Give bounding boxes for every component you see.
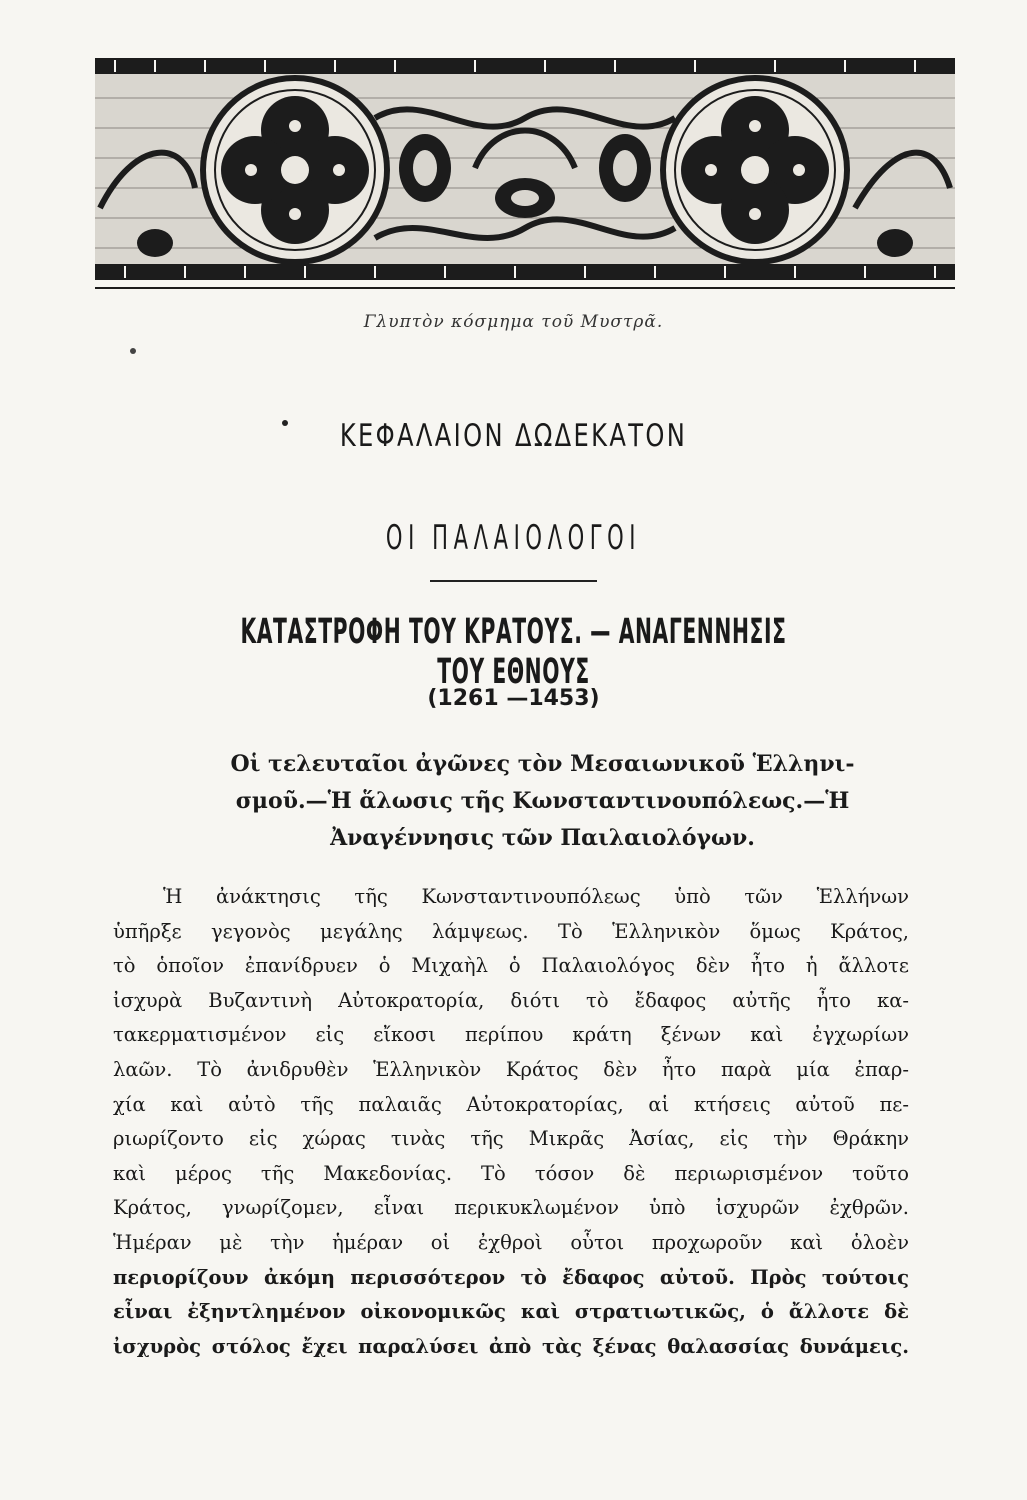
body-line: περιορίζουν ἀκόμη περισσότερον τὸ ἔδαφος αὐτοῦ. Πρὸς τούτοις [113, 1265, 909, 1289]
chapter-subtitle: ΚΑΤΑΣΤΡΟΦΗ ΤΟΥ ΚΡΑΤΟΥΣ. — ΑΝΑΓΕΝΝΗΣΙΣ ΤΟΥ ΕΘΝΟΥΣ [240, 612, 787, 692]
date-range: (1261 —1453) [427, 686, 600, 711]
body-line: ὑπῆρξε γεγονὸς μεγάλης λάμψεως. Τὸ Ἑλληνικὸν ὅμως Κράτος, [113, 919, 909, 943]
summary-line: Ἀναγέννησις τῶν Παιλαιολόγων. [330, 825, 755, 851]
chapter-title: ΚΕΦΑΛΑΙΟΝ ΔΩΔΕΚΑΤΟΝ [339, 418, 688, 454]
body-line: λαῶν. Τὸ ἀνιδρυθὲν Ἑλληνικὸν Κράτος δὲν ἦτο παρὰ μία ἐπαρ- [113, 1057, 909, 1081]
body-line: τὸ ὁποῖον ἐπανίδρυεν ὁ Μιχαὴλ ὁ Παλαιολόγος δὲν ἦτο ἡ ἄλλοτε [113, 954, 909, 978]
summary-line: Οἱ τελευταῖοι ἀγῶνες τὸν Μεσαιωνικοῦ Ἑλληνι- [230, 751, 855, 777]
summary-line: σμοῦ.—Ἡ ἅλωσις τῆς Κωνσταντινουπόλεως.—Ἡ [235, 788, 850, 814]
body-paragraph [113, 880, 909, 1364]
body-line: ἰσχυρὰ Βυζαντινὴ Αὐτοκρατορία, διότι τὸ ἔδαφος αὐτῆς ἦτο κα- [113, 988, 909, 1012]
body-line: εἶναι ἐξηντλημένον οἰκονομικῶς καὶ στρατιωτικῶς, ὁ ἄλλοτε δὲ [113, 1300, 909, 1324]
body-line: Κράτος, γνωρίζομεν, εἶναι περικυκλωμένον ὑπὸ ἰσχυρῶν ἐχθρῶν. [113, 1196, 909, 1220]
body-line: ριωρίζοντο εἰς χώρας τινὰς τῆς Μικρᾶς Ἀσίας, εἰς τὴν Θράκην [113, 1127, 909, 1151]
divider-rule [430, 580, 597, 582]
chapter-summary [170, 746, 915, 857]
body-line: χία καὶ αὐτὸ τῆς παλαιᾶς Αὐτοκρατορίας, αἱ κτήσεις αὐτοῦ πε- [113, 1092, 909, 1116]
ornament-caption: Γλυπτὸν κόσμημα τοῦ Μυστρᾶ. [363, 312, 664, 332]
body-line: καὶ μέρος τῆς Μακεδονίας. Τὸ τόσον δὲ περιωρισμένον τοῦτο [113, 1161, 909, 1185]
carved-ornament-illustration [95, 58, 955, 290]
body-line: Ἡ ἀνάκτησις τῆς Κωνσταντινουπόλεως ὑπὸ τῶν Ἑλλήνων [163, 885, 909, 908]
print-speck [130, 348, 136, 354]
body-line: τακερματισμένον εἰς εἴκοσι περίπου κράτη ξένων καὶ ἐγχωρίων [113, 1023, 909, 1047]
dynasty-title: ΟΙ ΠΑΛΑΙΟΛΟΓΟΙ [385, 518, 642, 558]
body-line: ἰσχυρὸς στόλος ἔχει παραλύσει ἀπὸ τὰς ξένας θαλασσίας δυνάμεις. [113, 1334, 909, 1358]
body-line: Ἡμέραν μὲ τὴν ἡμέραν οἱ ἐχθροὶ οὗτοι προχωροῦν καὶ ὁλοὲν [113, 1230, 909, 1254]
